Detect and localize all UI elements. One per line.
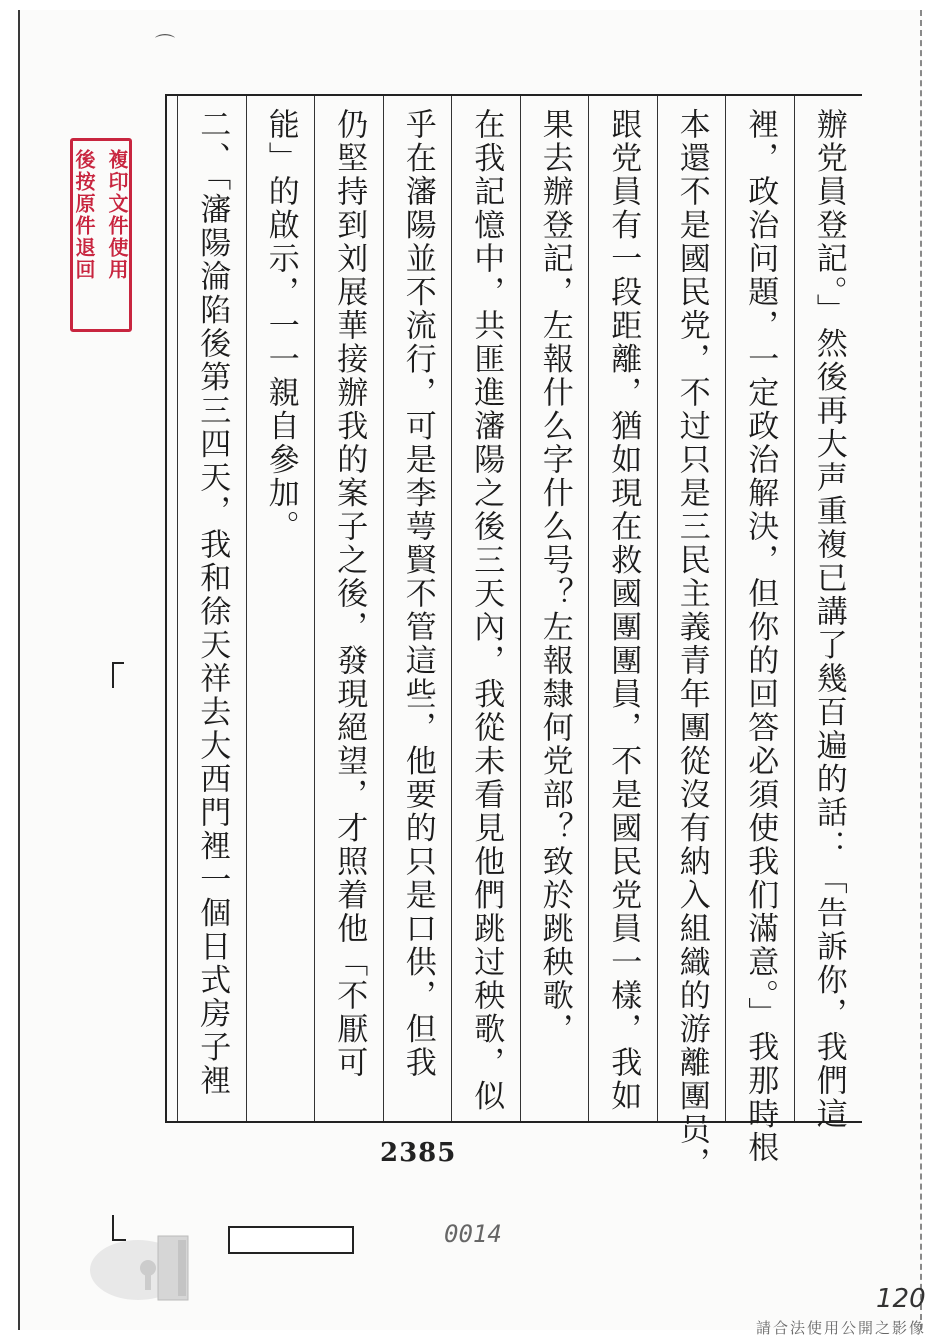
column-text: 果去辦登記，左報什么字什么号？左報隸何党部？致於跳秧歌， [536, 108, 573, 1046]
stamp-line-1: 複印文件使用 [105, 149, 129, 281]
column-text: 二、「瀋陽淪陷後第三四天，我和徐天祥去大西門裡一個日式房子裡 [194, 108, 231, 1098]
archive-watermark-icon [88, 1230, 222, 1308]
document-page [18, 10, 926, 1330]
manuscript-column-5 [520, 96, 589, 1121]
column-text: 本還不是國民党，不过只是三民主義青年團從沒有納入組織的游離團员， [673, 108, 710, 1180]
manuscript-column-8 [314, 96, 383, 1121]
column-text: 能」的啟示，一一親自參加。 [262, 108, 299, 544]
red-stamp [70, 138, 132, 332]
column-text: 乎在瀋陽並不流行，可是李萼賢不管這些，他要的只是口供，但我 [399, 108, 436, 1080]
column-text: 跟党員有一段距離，猶如現在救國團團員，不是國民党員一樣，我如 [605, 108, 642, 1113]
column-text: 仍堅持到刘展華接辦我的案子之後，發現絕望，才照着他「不厭可 [331, 108, 368, 1080]
page-number: 2385 [380, 1138, 457, 1168]
manuscript-column-7 [383, 96, 452, 1121]
handwritten-code: 0014 [444, 1220, 502, 1248]
column-text: 辦党員登記。」然後再大声重複已講了幾百遍的話：「告訴你，我們這 [810, 108, 847, 1131]
stamp-line-2: 後按原件退回 [72, 149, 96, 281]
manuscript-column-9 [246, 96, 315, 1121]
column-text: 在我記憶中，共匪進瀋陽之後三天內，我從未看見他們跳过秧歌，似 [468, 108, 505, 1113]
manuscript-column-1 [794, 96, 863, 1131]
manuscript-column-10 [177, 96, 246, 1121]
corner-number: 120 [876, 1284, 926, 1314]
margin-bracket-mark [112, 662, 124, 688]
manuscript-column-3 [657, 96, 726, 1180]
blank-label-box [228, 1226, 354, 1254]
footer-notice: 請合法使用公開之影像 [755, 1319, 926, 1337]
column-text: 裡，政治问題，一定政治解決，但你的回答必須使我们滿意。」我那時根 [742, 108, 779, 1165]
manuscript-column-2 [725, 96, 794, 1165]
manuscript-column-4 [588, 96, 657, 1121]
manuscript-column-6 [451, 96, 520, 1121]
top-margin-mark: ⌒ [155, 32, 175, 56]
